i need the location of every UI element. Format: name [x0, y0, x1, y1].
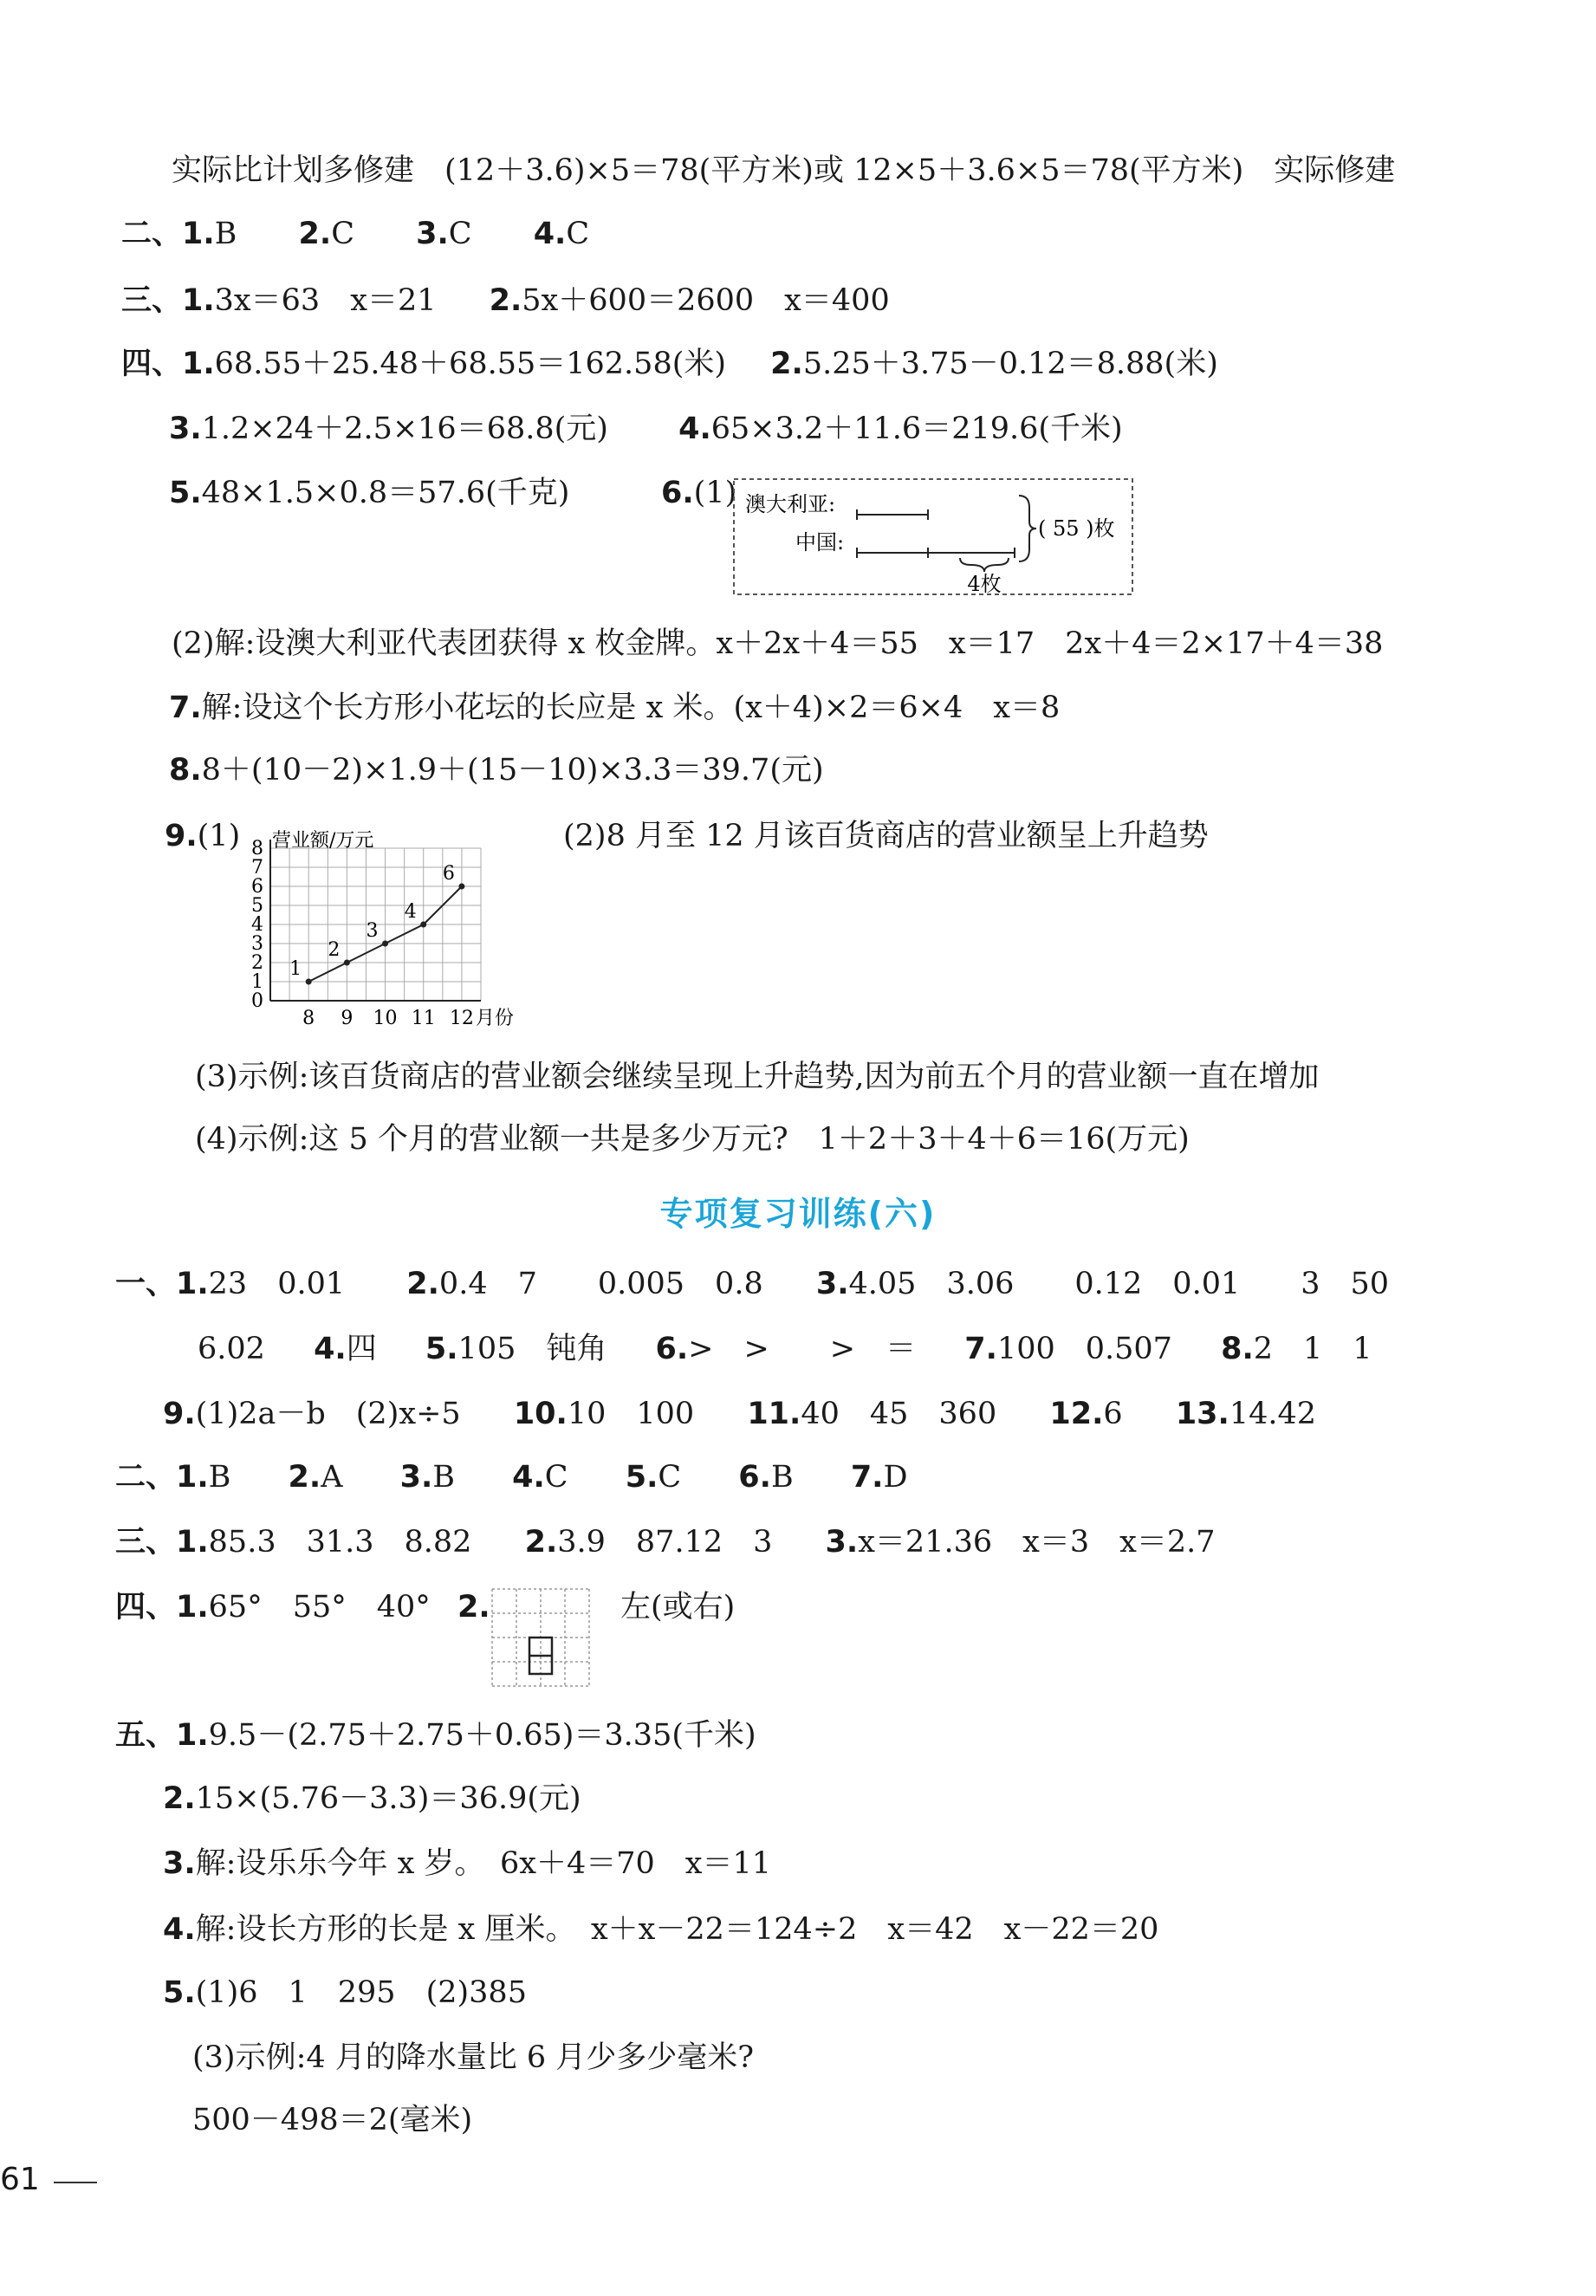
revenue-line-chart — [225, 814, 546, 1027]
answer: 10 100 — [567, 1397, 695, 1431]
diagram-row-australia: 澳大利亚: — [745, 492, 836, 516]
y-tick-label: 1 — [251, 971, 263, 993]
answer-row — [198, 1334, 1372, 1365]
answer: 8＋(10－2)×1.9＋(15－10)×3.3＝39.7(元) — [201, 753, 824, 788]
x-tick-label: 12 — [449, 1008, 474, 1027]
question-number: 2. — [406, 1267, 439, 1301]
answer: 15×(5.76－3.3)＝36.9(元) — [195, 1781, 581, 1816]
section-label: 二、1. — [121, 217, 215, 251]
answer: B — [432, 1460, 455, 1495]
answer: 5x＋600＝2600 x＝400 — [522, 283, 890, 318]
x-axis-label: 月份 — [475, 1008, 514, 1027]
answer-row — [163, 1781, 581, 1816]
answer: (1)2a－b (2)x÷5 — [195, 1397, 461, 1431]
question-number: 11. — [747, 1397, 801, 1431]
answer: 68.55＋25.48＋68.55＝162.58(米) — [214, 347, 727, 381]
answer: 1.2×24＋2.5×16＝68.8(元) — [201, 412, 608, 446]
answer: D — [883, 1460, 908, 1495]
section-label: 四、1. — [115, 1590, 209, 1625]
answer: 100 0.507 — [996, 1332, 1172, 1366]
answer: > > > ＝ — [688, 1332, 917, 1366]
section-label: 三、1. — [121, 283, 215, 318]
question-number: 5. — [425, 1332, 458, 1366]
question-number: 8. — [169, 753, 202, 788]
answer-row — [121, 349, 1218, 379]
answer: B — [770, 1460, 794, 1495]
section-label: 一、1. — [115, 1267, 209, 1301]
answer: A — [321, 1460, 343, 1495]
answer: 23 0.01 — [208, 1267, 346, 1301]
answer-line: (3)示例:该百货商店的营业额会继续呈现上升趋势,因为前五个月的营业额一直在增加 — [195, 1060, 1320, 1094]
question-number: 5. — [169, 476, 202, 510]
answer: (1) — [693, 476, 737, 510]
question-number: 4. — [678, 412, 711, 446]
section-title: 专项复习训练(六) — [659, 1195, 937, 1233]
question-number: 2. — [770, 347, 803, 381]
answer-row — [169, 753, 824, 788]
y-tick-label: 8 — [251, 838, 263, 859]
answer: (1) — [197, 819, 241, 853]
question-number: 2. — [457, 1590, 490, 1625]
answer: 5.25＋3.75－0.12＝8.88(米) — [802, 347, 1218, 381]
answer: 9.5－(2.75＋2.75＋0.65)＝3.35(千米) — [208, 1718, 756, 1753]
y-tick-label: 4 — [251, 914, 263, 936]
answer: 6.02 — [198, 1332, 265, 1366]
y-tick-label: 7 — [251, 857, 263, 879]
question-number: 6. — [738, 1460, 771, 1495]
question-number: 7. — [964, 1332, 997, 1366]
question-number: 2. — [163, 1781, 196, 1816]
answer: 105 钝角 — [457, 1332, 607, 1366]
question-number: 4. — [314, 1332, 347, 1366]
answer: 4.05 3.06 0.12 0.01 3 50 — [848, 1267, 1390, 1301]
answer-line: (3)示例:4 月的降水量比 6 月少多少毫米? — [192, 2040, 755, 2075]
answer: B — [214, 217, 237, 251]
answer: 85.3 31.3 8.82 — [208, 1525, 472, 1560]
data-label: 6 — [442, 863, 455, 885]
y-tick-label: 0 — [251, 990, 263, 1012]
question-number: 4. — [533, 217, 567, 251]
y-tick-label: 3 — [251, 933, 263, 955]
answer: 3x＝63 x＝21 — [214, 283, 437, 318]
data-point — [458, 884, 464, 890]
question-number: 10. — [513, 1397, 568, 1431]
answer: 6 — [1103, 1397, 1123, 1431]
question-number: 3. — [416, 217, 449, 251]
answer-row — [115, 1592, 431, 1623]
data-label: 2 — [328, 939, 341, 961]
answer: (1)6 1 295 (2)385 — [195, 1975, 527, 2010]
difference-brace — [960, 558, 1009, 572]
answer-row — [121, 283, 890, 318]
question-number: 6. — [655, 1332, 689, 1366]
answer-row — [115, 1460, 908, 1495]
answer-line: (2)8 月至 12 月该百货商店的营业额呈上升趋势 — [563, 819, 1209, 853]
total-brace — [1019, 496, 1036, 561]
question-number: 3. — [825, 1525, 859, 1560]
answer-row — [169, 478, 569, 509]
question-number: 5. — [625, 1460, 659, 1495]
answer-row — [121, 219, 589, 250]
grid-figure — [490, 1587, 591, 1688]
question-number: 4. — [163, 1912, 196, 1947]
diagram-total: ( 55 )枚 — [1038, 516, 1115, 541]
data-label: 4 — [404, 901, 417, 923]
question-number: 2. — [489, 283, 522, 318]
answer-row — [115, 1718, 756, 1753]
answer-line: 500－498＝2(毫米) — [192, 2103, 473, 2137]
question-number: 4. — [512, 1460, 545, 1495]
question-number: 6. — [661, 476, 694, 510]
answer: C — [448, 217, 472, 251]
x-tick-label: 10 — [373, 1008, 398, 1027]
data-point — [306, 979, 312, 985]
answer: C — [331, 217, 354, 251]
answer: 解:设长方形的长是 x 厘米。 x＋x－22＝124÷2 x＝42 x－22＝20 — [195, 1912, 1159, 1947]
question-number: 3. — [163, 1846, 196, 1881]
answer: 14.42 — [1229, 1397, 1317, 1431]
answer: 解:设乐乐今年 x 岁。 6x＋4＝70 x＝11 — [195, 1846, 772, 1881]
question-number: 7. — [850, 1460, 884, 1495]
question-number: 13. — [1175, 1397, 1229, 1431]
answer-row — [115, 1269, 1389, 1300]
x-tick-label: 8 — [302, 1008, 315, 1027]
segment-diagram — [733, 478, 1133, 595]
question-number: 9. — [163, 1397, 196, 1431]
page-number-rule — [54, 2182, 97, 2183]
answer-line: 左(或右) — [620, 1590, 736, 1625]
x-tick-label: 9 — [341, 1008, 354, 1027]
question-number: 12. — [1049, 1397, 1104, 1431]
page-number: 61 — [0, 2162, 40, 2197]
answer-row — [169, 414, 1123, 444]
data-label: 3 — [366, 920, 379, 942]
answer-row — [163, 1399, 1316, 1430]
data-label: 1 — [289, 958, 302, 980]
answer-row — [163, 1912, 1159, 1947]
answer-row — [115, 1527, 1216, 1558]
answer: 2 1 1 — [1253, 1332, 1372, 1366]
answer-row — [661, 478, 736, 509]
diagram-difference: 4枚 — [967, 572, 1002, 595]
answer: C — [544, 1460, 568, 1495]
data-point — [420, 922, 426, 928]
answer-row — [169, 693, 1060, 723]
top-line: 实际比计划多修建 (12＋3.6)×5＝78(平方米)或 12×5＋3.6×5＝78(平方米) 实际修建 — [172, 153, 1396, 188]
question-number: 8. — [1221, 1332, 1254, 1366]
answer: C — [658, 1460, 682, 1495]
answer-row — [163, 1846, 772, 1881]
y-axis-label: 营业额/万元 — [272, 830, 374, 852]
section-label: 五、1. — [115, 1718, 209, 1753]
answer: 解:设这个长方形小花坛的长应是 x 米。(x＋4)×2＝6×4 x＝8 — [201, 691, 1061, 725]
section-label: 三、1. — [115, 1525, 209, 1560]
question-number: 7. — [169, 691, 202, 725]
answer: 40 45 360 — [801, 1397, 997, 1431]
y-tick-label: 6 — [251, 876, 263, 898]
question-number: 5. — [163, 1975, 196, 2010]
answer: 3.9 87.12 3 — [557, 1525, 773, 1560]
y-tick-label: 2 — [251, 952, 263, 974]
answer-row — [163, 1975, 527, 2010]
data-point — [344, 960, 350, 966]
answer-line: (2)解:设澳大利亚代表团获得 x 枚金牌。x＋2x＋4＝55 x＝17 2x＋4＝2×17＋4＝38 — [172, 626, 1384, 661]
section-label: 二、1. — [115, 1460, 209, 1495]
x-tick-label: 11 — [411, 1008, 436, 1027]
answer-row — [457, 1592, 490, 1623]
answer: B — [208, 1460, 231, 1495]
y-tick-label: 5 — [251, 895, 263, 917]
answer: 0.4 7 0.005 0.8 — [438, 1267, 763, 1301]
answer: C — [566, 217, 590, 251]
section-label: 四、1. — [121, 347, 215, 381]
answer: 48×1.5×0.8＝57.6(千克) — [201, 476, 570, 510]
question-number: 3. — [815, 1267, 849, 1301]
question-number: 2. — [524, 1525, 558, 1560]
answer: 65° 55° 40° — [208, 1590, 431, 1625]
question-number: 3. — [399, 1460, 433, 1495]
question-number: 9. — [165, 819, 198, 853]
answer-line: (4)示例:这 5 个月的营业额一共是多少万元? 1＋2＋3＋4＋6＝16(万元) — [195, 1122, 1190, 1157]
question-number: 2. — [298, 217, 332, 251]
diagram-row-china: 中国: — [795, 530, 845, 555]
answer: 四 — [346, 1332, 377, 1366]
question-number: 3. — [169, 412, 202, 446]
answer: x＝21.36 x＝3 x＝2.7 — [858, 1525, 1216, 1560]
question-number: 2. — [288, 1460, 321, 1495]
data-point — [382, 941, 388, 947]
answer: 65×3.2＋11.6＝219.6(千米) — [710, 412, 1123, 446]
